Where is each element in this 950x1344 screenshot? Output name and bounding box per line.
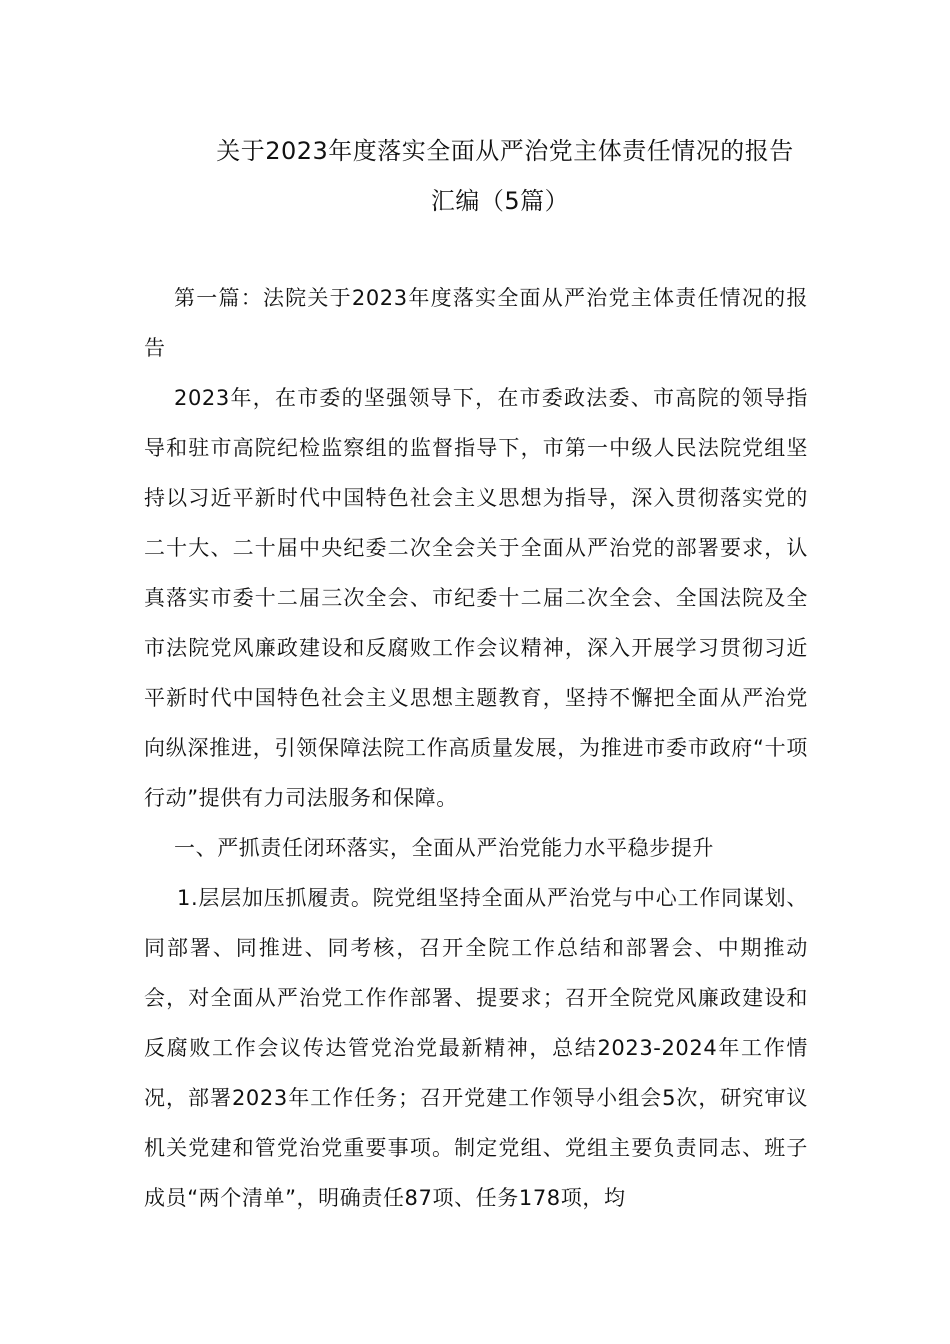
- item-1-paragraph: 1.层层加压抓履责。院党组坚持全面从严治党与中心工作同谋划、同部署、同推进、同考核，召开全院工作总结和部署会、中期推动会，对全面从严治党工作作部署、提要求；召开全院党风廉政建设和反腐败工作会议传达管党治党最新精神，总结2023-2024年工作情况，部署2023年工作任务；召开党建工作领导小组会5次，研究审议机关党建和管党治党重要事项。制定党组、党组主要负责同志、班子成员“两个清单”，明确责任87项、任务178项，均: [144, 886, 808, 1210]
- document-title-line-2: 汇编（5篇）: [430, 187, 570, 215]
- document-title-line-1: 关于2023年度落实全面从严治党主体责任情况的报告: [216, 137, 794, 165]
- intro-paragraph: 2023年，在市委的坚强领导下，在市委政法委、市高院的领导指导和驻市高院纪检监察组的监督指导下，市第一中级人民法院党组坚持以习近平新时代中国特色社会主义思想为指导，深入贯彻落实党的二十大、二十届中央纪委二次全会关于全面从严治党的部署要求，认真落实市委十二届三次全会、市纪委十二届二次全会、全国法院及全市法院党风廉政建设和反腐败工作会议精神，深入开展学习贯彻习近平新时代中国特色社会主义思想主题教育，坚持不懈把全面从严治党向纵深推进，引领保障法院工作高质量发展，为推进市委市政府“十项行动”提供有力司法服务和保障。: [144, 386, 808, 810]
- section-1-heading: 一、严抓责任闭环落实，全面从严治党能力水平稳步提升: [174, 836, 714, 860]
- chapter-heading: 第一篇：法院关于2023年度落实全面从严治党主体责任情况的报告: [144, 286, 808, 360]
